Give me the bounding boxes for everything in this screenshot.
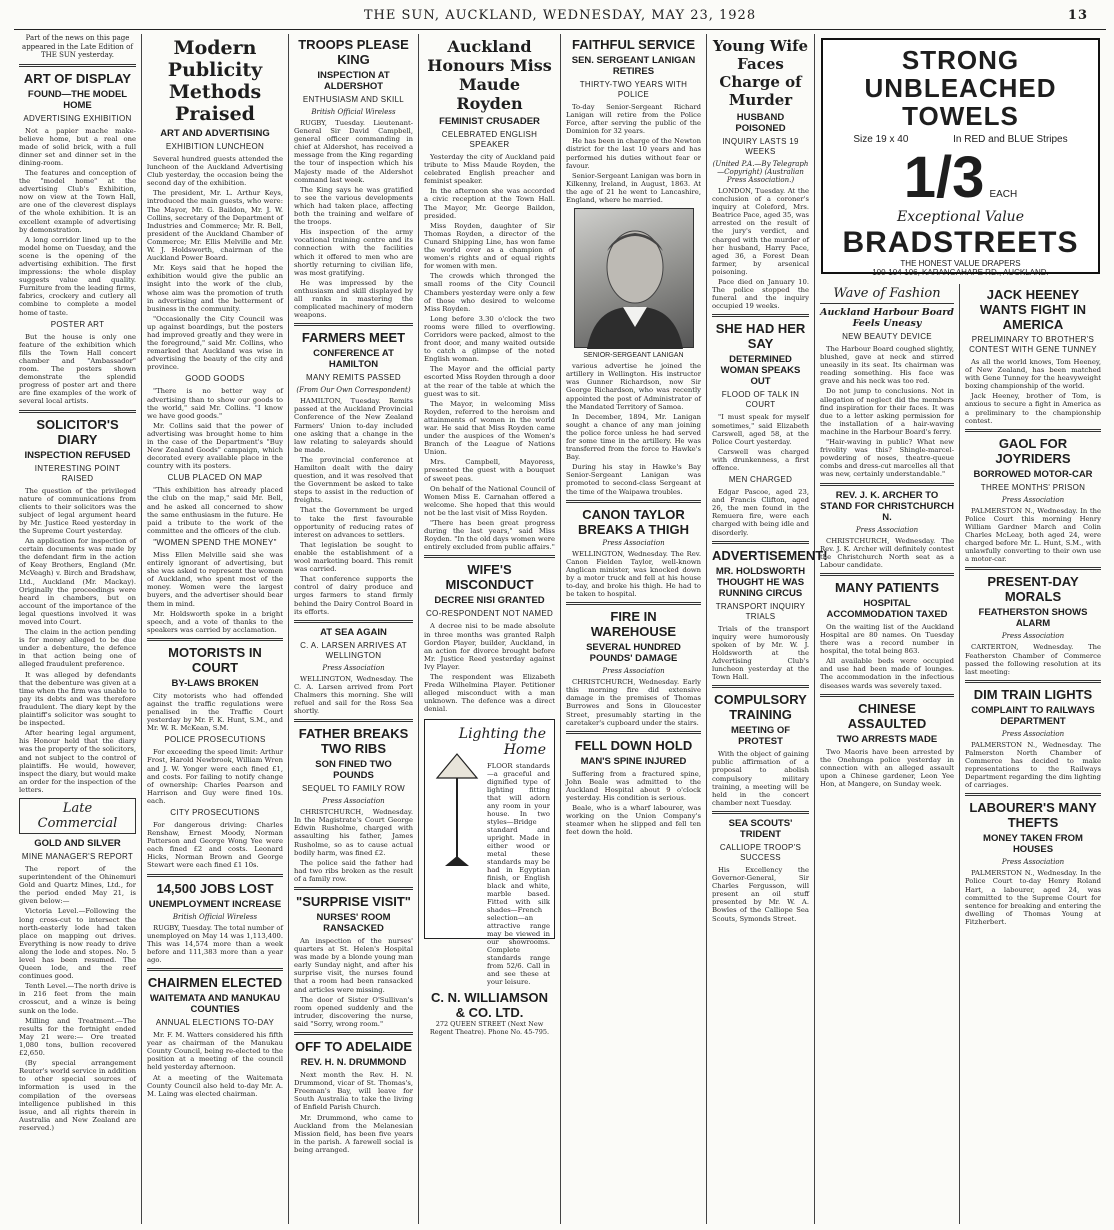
subheadline: MR. HOLDSWORTH THOUGHT HE WAS RUNNING CIRCUS bbox=[715, 565, 806, 599]
section-banner: Late Commercial bbox=[19, 798, 136, 834]
portrait-silhouette bbox=[575, 209, 695, 349]
subheadline: TRANSPORT INQUIRY TRIALS bbox=[715, 601, 806, 621]
subheadline: DECREE NISI GRANTED bbox=[434, 595, 545, 607]
paragraph: various advertise he joined the artillery in Wellington. His instructor was Gunner Richardson, now Sir George Richardson, who was recently appointed the post of Administrator of the Mandated Territory of Samoa. bbox=[566, 362, 701, 411]
headline: FELL DOWN HOLD bbox=[574, 737, 693, 753]
divider bbox=[147, 874, 283, 877]
subheadline: BY-LAWS BROKEN bbox=[171, 677, 259, 689]
column-2 bbox=[142, 34, 289, 1224]
masthead bbox=[14, 0, 1106, 30]
subheadline: DETERMINED WOMAN SPEAKS OUT bbox=[720, 354, 801, 388]
paragraph: Two Maoris have been arrested by the Onehunga police yesterday in connection with an alleged assault upon a Chinese gardener, Leon Yee Hon, at Mangere, on Sunday week. bbox=[820, 747, 954, 788]
divider bbox=[965, 680, 1101, 683]
headline: FIRE IN WAREHOUSE bbox=[590, 609, 677, 640]
subheadline: MAN'S SPINE INJURED bbox=[580, 755, 687, 767]
headline: ADVERTISEMENT! bbox=[712, 547, 828, 563]
section-head: POLICE PROSECUTIONS bbox=[164, 735, 266, 745]
subheadline: CO-RESPONDENT NOT NAMED bbox=[425, 609, 554, 619]
paragraph: For exceeding the speed limit: Arthur Frost, Harold Newbrook, William Wren and J. W. Yonger were each fined £1, and costs. For failing to notify change of ownership: Charles Pearson and Harrison and Guy were fined 10s. each. bbox=[147, 748, 283, 805]
ad-tagline: Exceptional Value bbox=[897, 209, 1024, 225]
paragraph: The president, Mr. L. Arthur Keys, introduced the main guests, who were: The Mayor, Mr. G. Baildon, Mr. J. W. Collins, secretary of the Department of Industries and Commerce; Mr. R. Bell, president of the Auckland Chamber of Commerce; Mr. Ellis Melville and Mr. W. J. Holdsworth, chairman of the Auckland Power Board. bbox=[147, 189, 283, 263]
paragraph: After hearing legal argument, his Honour held that the diary was the property of the solicitors, and not subject to the control of plaintiffs. He would, however, inspect the diary, but would make an order for the inspection of the letters. bbox=[19, 729, 136, 794]
headline: FATHER BREAKS TWO RIBS bbox=[298, 726, 409, 757]
subheadline: HUSBAND POISONED bbox=[735, 112, 786, 134]
paragraph: The features and conception of the "model home" at the advertising Club's Exhibition, now on view at the Town Hall, are one of the cleverest displays of the whole exhibition. It is an excellent example of advertising by demonstration. bbox=[19, 168, 136, 234]
divider bbox=[147, 638, 283, 641]
paragraph: The Mayor, in welcoming Miss Royden, referred to the heroism and attainments of women in the world war. He said that Miss Royden came under the auspices of the Women's Branch of the League of Nations Union. bbox=[424, 399, 555, 457]
paragraph: CHRISTCHURCH, Wednesday. The Rev. J. K. Archer will definitely contest the Christchurch North seat as a Labour candidate. bbox=[820, 536, 954, 569]
paragraph: Beale, who is a wharf labourer, was working on the Union Company's steamer when he slipped and fell ten feet down the hold. bbox=[566, 804, 701, 837]
paragraph: Miss Ellen Melville said she was entirely ignorant of advertising, but she was asked to represent the women of Auckland, who spent most of the money. Women were the largest buyers, and the advertiser should bear them in mind. bbox=[147, 550, 283, 608]
paragraph: City motorists who had offended against the traffic regulations were penalised in the Traffic Court yesterday by Mr. F. K. Hunt, S.M., and Mr. W. R. McKean, S.M. bbox=[147, 691, 283, 733]
subheadline: NEW BEAUTY DEVICE bbox=[842, 332, 932, 341]
paragraph: For dangerous driving: Charles Renshaw, Ernest Moody, Norman Patterson and George Wong Yee were each fined £2 and costs. Leonard Hicks, Norman Brown and George Stewart were each fined £1 10s. bbox=[147, 821, 283, 870]
subheadline: SEN. SERGEANT LANIGAN RETIRES bbox=[571, 55, 696, 77]
column-4 bbox=[419, 34, 561, 1224]
divider bbox=[965, 429, 1101, 432]
paragraph: CHRISTCHURCH, Wednesday. In the Magistrate's Court George Edwin Rusholme, charged with assaulting his father, James Rusholme, so as to cause actual bodily harm, was fined £2. bbox=[294, 808, 413, 857]
byline: Press Association bbox=[1001, 858, 1065, 867]
ad-price: 1/3 bbox=[903, 145, 985, 210]
paragraph: His inspection of the army vocational training centre and its connection with the facilities which it offered to men who are shortly returning to civilian life, was most gratifying. bbox=[294, 228, 413, 277]
subheadline: FEMINIST CRUSADER bbox=[439, 116, 540, 127]
headline: MANY PATIENTS bbox=[834, 579, 939, 595]
headline: 14,500 JOBS LOST bbox=[156, 880, 274, 896]
column-6 bbox=[707, 34, 828, 1224]
photo-caption: SENIOR-SERGEANT LANIGAN bbox=[583, 352, 684, 360]
subheadline: INSPECTION REFUSED bbox=[24, 449, 131, 461]
masthead-title: THE SUN, AUCKLAND, WEDNESDAY, MAY 23, 1928 bbox=[363, 8, 757, 23]
headline: SEA SCOUTS' TRIDENT bbox=[728, 817, 793, 840]
ad-body: FLOOR standards—a graceful and dignified type of lighting fitting that will adorn any room in your house. In two styles—Bridge standard and upright. Made in either wood or metal these standards may be had in Egyptian finish, or English black and white, marble based. Fitted with silk shades—French selection—an attractive range may be viewed in our showrooms. Complete standards range from 52/6. Call in and see these at your leisure. bbox=[487, 762, 550, 987]
byline: Press Association bbox=[1001, 632, 1065, 641]
floor-lamp-illustration bbox=[431, 750, 483, 870]
lighting-advertisement bbox=[424, 719, 555, 1037]
section-head: CITY PROSECUTIONS bbox=[170, 808, 260, 817]
paragraph: PALMERSTON N., Wednesday. In the Police Court this morning Henry William Gardner March and Colin Charles McLeay, both aged 24, were charged before Mr. L. Hunt, S.M., with unlawfully converting to their own use a motor-car. bbox=[965, 506, 1101, 564]
paragraph: The police said the father had had two ribs broken as the result of a family row. bbox=[294, 858, 413, 883]
paragraph: An inspection of the nurses' quarters at St. Helen's Hospital was made by a blonde young man early Sunday night, and after his surprise visit, the nurses found that a room had been ransacked and articles were missing. bbox=[294, 937, 413, 994]
section-head: "WOMEN SPEND THE MONEY" bbox=[153, 537, 277, 547]
ad-details bbox=[831, 134, 1090, 145]
byline: Press Association bbox=[322, 797, 385, 806]
paragraph: All available beds were occupied and use had been made of lounges. The accommodation in the infectious diseases wards was severely taxed. bbox=[820, 657, 954, 690]
headline: ART OF DISPLAY bbox=[23, 70, 132, 86]
divider bbox=[294, 887, 413, 890]
subheadline: FOUND—THE MODEL HOME bbox=[27, 88, 128, 111]
ad-address: 272 QUEEN STREET (Next New Regent Theatre). Phone No. 45-795. bbox=[429, 1020, 550, 1037]
paragraph: With the object of gaining public affirmation of a proposal to abolish compulsory military training, a meeting will be held in the concert chamber next Tuesday. bbox=[712, 750, 809, 807]
paragraph: The respondent was Elizabeth Freda Wilhelmina Player. Petitioner alleged misconduct with a man unknown. The defence was a direct denial. bbox=[424, 672, 555, 714]
paragraph: At a meeting of the Waitemata County Council also held to-day Mr. A. M. Laing was elected chairman. bbox=[147, 1073, 283, 1098]
paragraph: As all the world knows, Tom Heeney, of New Zealand, has been matched with Gene Tunney for the heavyweight boxing championship of the world. bbox=[965, 358, 1101, 391]
paragraph: Next month the Rev. H. N. Drummond, vicar of St. Thomas's, Freeman's Bay, will leave for South Australia to take the living of Enfield Parish Church. bbox=[294, 1071, 413, 1112]
subheadline: FLOOD OF TALK IN COURT bbox=[721, 390, 800, 410]
paragraph: "There is no better way of advertising than to show our goods to the world," said Mr. Collins. "I know we have good goods." bbox=[147, 387, 283, 420]
paragraph: WELLINGTON, Wednesday. The Rev. Canon Fielden Taylor, well-known Anglican minister, was knocked down by a motor truck and fell at his house to-day, and broke his thigh. He had to be taken to hospital. bbox=[566, 549, 701, 599]
subheadline: ENTHUSIASM AND SKILL bbox=[302, 95, 405, 104]
paragraph: Carswell was charged with drunkenness, a first offence. bbox=[712, 447, 809, 472]
headline: GAOL FOR JOYRIDERS bbox=[995, 435, 1071, 466]
divider bbox=[712, 811, 809, 814]
subheadline: COMPLAINT TO RAILWAYS DEPARTMENT bbox=[971, 704, 1095, 727]
portrait-photo bbox=[574, 208, 694, 348]
paragraph: "There has been great progress during the last years," said Miss Royden. "In the old days women were entirely excluded from public affairs." bbox=[424, 519, 555, 552]
paragraph: RUGBY, Tuesday. The total number of unemployed on May 14 was 1,113,400. This was 14,574 more than a week before and 111,383 more than a year ago. bbox=[147, 923, 283, 964]
paragraph: Mr. Collins said that the power of advertising was brought home to him in the case of the Department's "Buy New Zealand Goods" campaign, which decorated every available place in the country with its posters. bbox=[147, 421, 283, 471]
subheadline: MONEY TAKEN FROM HOUSES bbox=[983, 833, 1083, 856]
subheadline: INSPECTION AT ALDERSHOT bbox=[317, 70, 390, 92]
section-head: POSTER ART bbox=[50, 319, 105, 329]
paragraph: "I must speak for myself sometimes," said Elizabeth Carswell, aged 58, at the Police Court yesterday. bbox=[712, 413, 809, 446]
paragraph: The claim in the action pending is for money alleged to be due under a debenture, the defence in that action being one of alleged fraudulent preference. bbox=[19, 628, 136, 669]
paragraph: An application for inspection of certain documents was made by the defendant firm in the action of Keay Brothers, England (Mr. McVeagh) v. Birch and Bradshaw, Ltd., Auckland (Mr. Mackay). Originally the proceedings were heard in chambers, but on account of the importance of the legal questions involved it was moved into Court. bbox=[19, 537, 136, 626]
subheadline: HOSPITAL ACCOMMODATION TAXED bbox=[826, 597, 948, 620]
paragraph: (By special arrangement Reuter's world service in addition to other special sources of information is used in the compilation of the overseas intelligence published in this issue, and all rights therein in Australia and New Zealand are reserved.) bbox=[19, 1059, 136, 1132]
paragraph: Edgar Pascoe, aged 23, and Francis Clifton, aged 26, the men found in the Remuera fire, were each charged with being idle and disorderly. bbox=[712, 488, 809, 537]
column-1 bbox=[14, 34, 142, 1224]
column-7b bbox=[960, 284, 1106, 1224]
paragraph: CHRISTCHURCH, Wednesday. Early this morning fire did extensive damage in the premises of Thomas Burrowes and Sons in Gloucester Street, presumably starting in the caretaker's cupboard under the stairs. bbox=[566, 678, 701, 727]
subheadline: INQUIRY LASTS 19 WEEKS bbox=[722, 137, 799, 156]
byline: Press Association bbox=[855, 525, 919, 534]
headline: SOLICITOR'S DIARY bbox=[36, 416, 119, 447]
ad-brand-sub: THE HONEST VALUE DRAPERS bbox=[900, 259, 1021, 268]
paragraph: His Excellency the Governor-General, Sir Charles Fergusson, will present an oil stuff presented by Mr. W. A. Bowles of the Calliope Sea Scouts, Symonds Street. bbox=[712, 865, 809, 923]
subheadline: WAITEMATA AND MANUKAU COUNTIES bbox=[149, 993, 281, 1016]
headline: AT SEA AGAIN bbox=[320, 626, 387, 638]
ad-size: Size 19 x 40 bbox=[853, 134, 909, 145]
byline: (From Our Own Correspondent) bbox=[296, 386, 411, 395]
towels-advertisement bbox=[821, 38, 1100, 277]
paragraph: The report of the superintendent of the Ohinemuri Gold and Quartz Mines, Ltd., for the period ended May 21, is given below:— bbox=[19, 864, 136, 906]
headline: COMPULSORY TRAINING bbox=[714, 692, 807, 723]
paragraph: That the Government be urged to take the first favourable opportunity of reducing rates of interest on advances to settlers. bbox=[294, 506, 413, 539]
paragraph: Suffering from a fractured spine, John Beale was admitted to the Auckland Hospital about 9 o'clock yesterday. His condition is serious. bbox=[566, 769, 701, 803]
paragraph: A long corridor lined up to the model home on Tuesday, and the scene is the opening of the advertising exhibition. The first impressions: the whole display suggests value and quality. Furniture from the leading firms, fabrics, crockery and cutlery all combine to complete a model home of taste. bbox=[19, 235, 136, 317]
divider bbox=[820, 483, 954, 486]
paragraph: Miss Royden, daughter of Sir Thomas Royden, a director of the Cunard Shipping Line, has won fame the world over as a champion of women's rights and of equal rights for women with men. bbox=[424, 221, 555, 271]
paragraph: LONDON, Tuesday. At the conclusion of a coroner's inquiry at Coleford, Mrs. Beatrice Pace, aged 35, was arrested on the result of the jury's verdict, and charged with the murder of her husband, Harry Pace, aged 36, a Forest Dean farmer, by arsenical poisoning. bbox=[712, 187, 809, 276]
paragraph: Milling and Treatment.—The results for the fortnight ended May 21 were:— Ore treated 1,080 tons, bullion recovered £2,650. bbox=[19, 1016, 136, 1058]
headline: Modern Publicity Methods Praised bbox=[167, 37, 263, 125]
paragraph: The question of the privileged nature of communications from clients to their solicitors was the subject of legal argument heard by Mr. Justice Reed yesterday in the Supreme Court yesterday. bbox=[19, 486, 136, 535]
headline: GOLD AND SILVER bbox=[34, 837, 121, 849]
subheadline: C. A. LARSEN ARRIVES AT WELLINGTON bbox=[300, 640, 407, 660]
headline: REV. J. K. ARCHER TO STAND FOR CHRISTCHURCH N. bbox=[820, 489, 954, 523]
paragraph: The Harbour Board coughed slightly, blushed, gave at neck and stirred uneasily in its seat. Its chairman was reading something. His face was grave and his neck was too red. bbox=[820, 345, 954, 386]
paragraph: In the afternoon she was accorded a civic reception at the Town Hall. The Mayor, Mr. George Baildon, presided. bbox=[424, 187, 555, 220]
paragraph: He has been in charge of the Newton district for the last 10 years and has performed his duties without fear or favour. bbox=[566, 137, 701, 170]
subheadline: CALLIOPE TROOP'S SUCCESS bbox=[719, 842, 802, 862]
byline: Press Association bbox=[1001, 729, 1065, 738]
paragraph: Victoria Level.—Following the long cross-cut to intersect the north-easterly lode had taken place on mapping out drives. Everything is now ready to drive along the lode and stopes. No. 5 level has been resumed. The Queen lode, and the reef continues good. bbox=[19, 907, 136, 981]
paragraph: Mrs. Campbell, Mayoress, presented the guest with a bouquet of sweet peas. bbox=[424, 458, 555, 483]
headline: CHAIRMEN ELECTED bbox=[147, 975, 283, 991]
paragraph: The door of Sister O'Sullivan's room opened suddenly and the intruder, discovering the nurse, said "Sorry, wrong room." bbox=[294, 995, 413, 1028]
edition-note: Part of the news on this page appeared in the Late Edition of THE SUN yesterday. bbox=[22, 34, 133, 59]
headline: SHE HAD HER SAY bbox=[715, 321, 806, 352]
divider bbox=[712, 685, 809, 688]
section-head: MEN CHARGED bbox=[728, 475, 793, 485]
subheadline: THREE MONTHS' PRISON bbox=[980, 482, 1086, 492]
subheadline: CELEBRATED ENGLISH SPEAKER bbox=[441, 130, 538, 149]
paragraph: Yesterday the city of Auckland paid tribute to Miss Maude Royden, the celebrated English preacher and feminist speaker. bbox=[424, 153, 555, 186]
byline: (United P.A.—By Telegraph—Copyright) (Australian Press Association.) bbox=[712, 160, 809, 184]
divider bbox=[965, 567, 1101, 570]
paragraph: He was impressed by the enthusiasm and skill displayed by all ranks in mastering the complicated machinery of modern weapons. bbox=[294, 278, 413, 320]
ad-stripes: In RED and BLUE Stripes bbox=[953, 134, 1068, 145]
headline: CHINESE ASSAULTED bbox=[847, 700, 927, 731]
subheadline: SON FINED TWO POUNDS bbox=[315, 759, 392, 782]
ad-line: TOWELS bbox=[902, 101, 1019, 131]
headline: OFF TO ADELAIDE bbox=[295, 1039, 412, 1055]
divider bbox=[820, 573, 954, 576]
section-head: GOOD GOODS bbox=[185, 374, 245, 384]
byline: Press Association bbox=[1001, 495, 1065, 504]
subheadline: CONFERENCE AT HAMILTON bbox=[313, 348, 394, 371]
divider bbox=[712, 314, 809, 317]
paragraph: Senior-Sergeant Lanigan was born in Kilkenny, Ireland, in August, 1863. At the age of 21 he went to Lancashire, England, where he married. bbox=[566, 171, 701, 205]
subheadline: ART AND ADVERTISING bbox=[160, 128, 270, 139]
subheadline: ADVERTISING EXHIBITION bbox=[23, 113, 132, 123]
ad-brand: BRADSTREETS bbox=[842, 226, 1079, 259]
paragraph: The crowds which thronged the small rooms of the City Council Chambers yesterday were only a few of those who desired to welcome Miss Royden. bbox=[424, 272, 555, 313]
divider bbox=[294, 1032, 413, 1035]
paragraph: The King says he was gratified to see the various developments which had taken place, affecting both the training and welfare of the troops. bbox=[294, 185, 413, 227]
paragraph: On the waiting list of the Auckland Hospital are 80 names. On Tuesday there was a record number in hospital, the total being 863. bbox=[820, 622, 954, 656]
headline: JACK HEENEY WANTS FIGHT IN AMERICA bbox=[979, 287, 1087, 332]
paragraph: Long before 3.30 o'clock the two rooms were filled to overflowing. Corridors were packed, almost to the front door, and many waited outside to catch a glimpse of the noted English woman. bbox=[424, 314, 555, 364]
subheadline: EXHIBITION LUNCHEON bbox=[165, 142, 265, 151]
subheadline: REV. H. N. DRUMMOND bbox=[300, 1057, 407, 1069]
divider bbox=[19, 64, 136, 67]
column-5 bbox=[561, 34, 707, 1224]
divider bbox=[294, 719, 413, 722]
section-banner: Wave of Fashion bbox=[820, 284, 954, 304]
paragraph: But the house is only one feature of the exhibition which fills the Town Hall concert chamber and "Ambassador" room. The posters shown demonstrate the splendid progress of poster art and there are fine examples of the work of several local artists. bbox=[19, 332, 136, 406]
subheadline: NURSES' ROOM RANSACKED bbox=[316, 912, 391, 934]
subheadline: ANNUAL ELECTIONS TO-DAY bbox=[155, 1018, 275, 1028]
byline: Press Association bbox=[602, 667, 665, 676]
paragraph: During his stay in Hawke's Bay Senior-Sergeant Lanigan was promoted to second-class Sergeant at the time of the Waipawa troubles. bbox=[566, 463, 701, 496]
headline: Auckland Harbour Board Feels Uneasy bbox=[820, 307, 954, 329]
ad-company: C. N. WILLIAMSON & CO. LTD. bbox=[431, 990, 548, 1021]
ad-line: UNBLEACHED bbox=[864, 73, 1057, 103]
headline: LABOURER'S MANY THEFTS bbox=[969, 800, 1097, 831]
headline: TROOPS PLEASE KING bbox=[298, 37, 409, 67]
divider bbox=[294, 323, 413, 326]
paragraph: "Hair-waving in public? What new frivolity was this? Shingle-marcel-powdering of noses, theatre-queue combs and dress-cut marcelles all that was new, certainly understandable." bbox=[820, 438, 954, 479]
paragraph: WELLINGTON, Wednesday. The C. A. Larsen arrived from Port Chalmers this morning. She will refuel and sail for the Ross Sea shortly. bbox=[294, 674, 413, 716]
divider bbox=[294, 620, 413, 623]
headline: MOTORISTS IN COURT bbox=[168, 644, 262, 675]
byline: British Official Wireless bbox=[311, 108, 396, 116]
ad-line: STRONG bbox=[901, 45, 1020, 75]
subheadline: INTERESTING POINT RAISED bbox=[34, 463, 121, 483]
page-number: 13 bbox=[1067, 8, 1088, 23]
paragraph: On behalf of the National Council of Women Miss E. Carnahan offered a welcome. She hoped that this would not be the last visit of Miss Royden. bbox=[424, 484, 555, 517]
paragraph: It was alleged by defendants that the debenture was given at a time when the firm was unable to pay its debts and was therefore fraudulent. The diary kept by the plaintiff's solicitor was sought to be inspected. bbox=[19, 670, 136, 728]
paragraph: RUGBY, Tuesday. Lieutenant-General Sir David Campbell, general officer commanding in chief at Aldershot, has received a message from the King regarding the tour of inspection which his Majesty made of the Aldershot command last week. bbox=[294, 119, 413, 184]
paragraph: Pace died on January 10. The police stopped the funeral and the inquiry occupied 19 weeks. bbox=[712, 278, 809, 311]
byline: Press Association bbox=[322, 663, 385, 672]
divider bbox=[566, 602, 701, 605]
subheadline: TWO ARRESTS MADE bbox=[836, 733, 938, 745]
paragraph: Tenth Level.—The north drive is in 216 feet from the main crosscut, and a winze is being sunk on the lode. bbox=[19, 982, 136, 1015]
section-head: CLUB PLACED ON MAP bbox=[167, 473, 263, 483]
paragraph: Mr. F. M. Watters considered his fifth year as chairman of the Manukau County Council, being re-elected to the position at a meeting of the council held yesterday afternoon. bbox=[147, 1031, 283, 1072]
subheadline: FEATHERSTON SHOWS ALARM bbox=[978, 607, 1088, 630]
divider bbox=[820, 694, 954, 697]
paragraph: Mr. Keys said that he hoped the exhibition would give the public an insight into the work of the club, whose aim was the promotion of truth in advertising and the betterment of business in the community. bbox=[147, 264, 283, 313]
paragraph: Trials of the transport inquiry were humorously spoken of by Mr. W. J. Holdsworth at the Advertising Club's luncheon yesterday at the Town Hall. bbox=[712, 624, 809, 682]
paragraph: Mr. Holdsworth spoke in a bright speech, and a vote of thanks to the speakers was carried by acclamation. bbox=[147, 609, 283, 634]
headline: DIM TRAIN LIGHTS bbox=[973, 686, 1093, 702]
divider bbox=[712, 541, 809, 544]
divider bbox=[566, 500, 701, 503]
headline: CANON TAYLOR BREAKS A THIGH bbox=[578, 506, 689, 537]
headline: WIFE'S MISCONDUCT bbox=[445, 562, 534, 593]
paragraph: The provincial conference at Hamilton dealt with the dairy question, and it was resolved that the Government be asked to take steps to assist in the reduction of freights. bbox=[294, 455, 413, 505]
paragraph: CARTERTON, Wednesday. The Featherston Chamber of Commerce passed the following resolution at its last meeting: bbox=[965, 643, 1101, 676]
paragraph: Jack Heeney, brother of Tom, is anxious to secure a fight in America as a preliminary to the championship contest. bbox=[965, 392, 1101, 425]
price-block bbox=[823, 145, 1098, 210]
paragraph: PALMERSTON N., Wednesday. The Palmerston North Chamber of Commerce has decided to make representations to the Railways Department regarding the dim lighting of carriages. bbox=[965, 740, 1101, 790]
paragraph: To-day Senior-Sergeant Richard Lanigan will retire from the Police Force, after serving the public of the Dominion for 32 years. bbox=[566, 103, 701, 136]
divider bbox=[147, 968, 283, 971]
subheadline: MANY REMITS PASSED bbox=[306, 373, 401, 383]
divider bbox=[965, 793, 1101, 796]
divider bbox=[19, 410, 136, 413]
paragraph: Mr. Drummond, who came to Auckland from the Melanesian Mission field, has been five years in the parish. A farewell social is being arranged. bbox=[294, 1113, 413, 1154]
headline: Young Wife Faces Charge of Murder bbox=[712, 37, 809, 109]
subheadline: PRELIMINARY TO BROTHER'S CONTEST WITH GENE TUNNEY bbox=[969, 335, 1097, 354]
paragraph: HAMILTON, Tuesday. Remits passed at the Auckland Provincial Conference of the New Zealand Farmers' Union to-day included one asking that a change in the law relating to saleyards should be made. bbox=[294, 397, 413, 454]
paragraph: Several hundred guests attended the luncheon of the Auckland Advertising Club yesterday, the occasion being the second day of the exhibition. bbox=[147, 155, 283, 188]
paragraph: The Mayor and the official party escorted Miss Royden through a door at the rear of the table at which the guest was to sit. bbox=[424, 365, 555, 398]
column-7a bbox=[815, 284, 960, 1224]
subheadline: SEQUEL TO FAMILY ROW bbox=[302, 784, 405, 794]
subheadline: UNEMPLOYMENT INCREASE bbox=[148, 898, 282, 910]
paragraph: "This exhibition has already placed the club on the map," said Mr. Bell, and he asked all concerned to show the same enthusiasm in the future. He paid a tribute to the work of the committee and the officers of the club. bbox=[147, 486, 283, 535]
subheadline: BORROWED MOTOR-CAR bbox=[973, 468, 1093, 480]
byline: Press Association bbox=[602, 538, 665, 547]
ad-address: 100-104-106, KARANGAHAPE RD., AUCKLAND. bbox=[872, 268, 1049, 277]
subheadline: SEVERAL HUNDRED POUNDS' DAMAGE bbox=[586, 642, 681, 665]
headline: FAITHFUL SERVICE bbox=[571, 37, 696, 52]
paragraph: Not a papier mache make-believe home, but a real one made of solid brick, with a full dinner set and dinner set in the dining-room. bbox=[19, 126, 136, 167]
paragraph: In December, 1894, Mr. Lanigan sought a chance of any man joining the police force unless he had served for some time in the artillery. He was transferred from the force to Hawke's Bay. bbox=[566, 412, 701, 462]
paragraph: "Occasionally the City Council was up against boardings, but the posters had improved greatly and they were in the foreground," said Mr. Collins, who remarked that Auckland was wise in advertising the beauty of the city and province. bbox=[147, 314, 283, 372]
paragraph: PALMERSTON N., Wednesday. In the Police Court to-day Henry Roland Hart, a labourer, aged 24, was committed to the Supreme Court for sentence for breaking and entering the dwelling of Thomas Young at Fitzherbert. bbox=[965, 869, 1101, 926]
headline: PRESENT-DAY MORALS bbox=[987, 574, 1079, 605]
column-3 bbox=[289, 34, 419, 1224]
paragraph: That conference supports the control of dairy produce and urges farmers to stand firmly behind the Dairy Control Board in its efforts. bbox=[294, 575, 413, 616]
paragraph: A decree nisi to be made absolute in three months was granted Ralph Gordon Player, builder, Auckland, in an action for divorce brought before Mr. Justice Reed yesterday against Ivy Player. bbox=[424, 622, 555, 671]
ad-each: EACH bbox=[989, 189, 1018, 200]
paragraph: Do not jump to conclusions. Not in allegation of neglect did the members find inspiration for their faces. It was due to a letter asking permission for the installation of a hair-waving machine in the Harbour Board's ferry. bbox=[820, 387, 954, 436]
divider bbox=[424, 555, 555, 558]
headline: FARMERS MEET bbox=[301, 330, 406, 346]
subheadline: MEETING OF PROTEST bbox=[730, 725, 791, 748]
headline: Auckland Honours Miss Maude Royden bbox=[427, 37, 552, 113]
byline: British Official Wireless bbox=[172, 912, 258, 921]
column-7 bbox=[815, 34, 1106, 1224]
subheadline: THIRTY-TWO YEARS WITH POLICE bbox=[579, 80, 688, 99]
paragraph: That legislation be sought to enable the establishment of a wool marketing board. This remit was carried. bbox=[294, 540, 413, 574]
subheadline: MINE MANAGER'S REPORT bbox=[21, 851, 134, 861]
divider bbox=[566, 731, 701, 734]
headline: "SURPRISE VISIT" bbox=[296, 894, 411, 909]
ad-title: Lighting the Home bbox=[458, 726, 546, 759]
